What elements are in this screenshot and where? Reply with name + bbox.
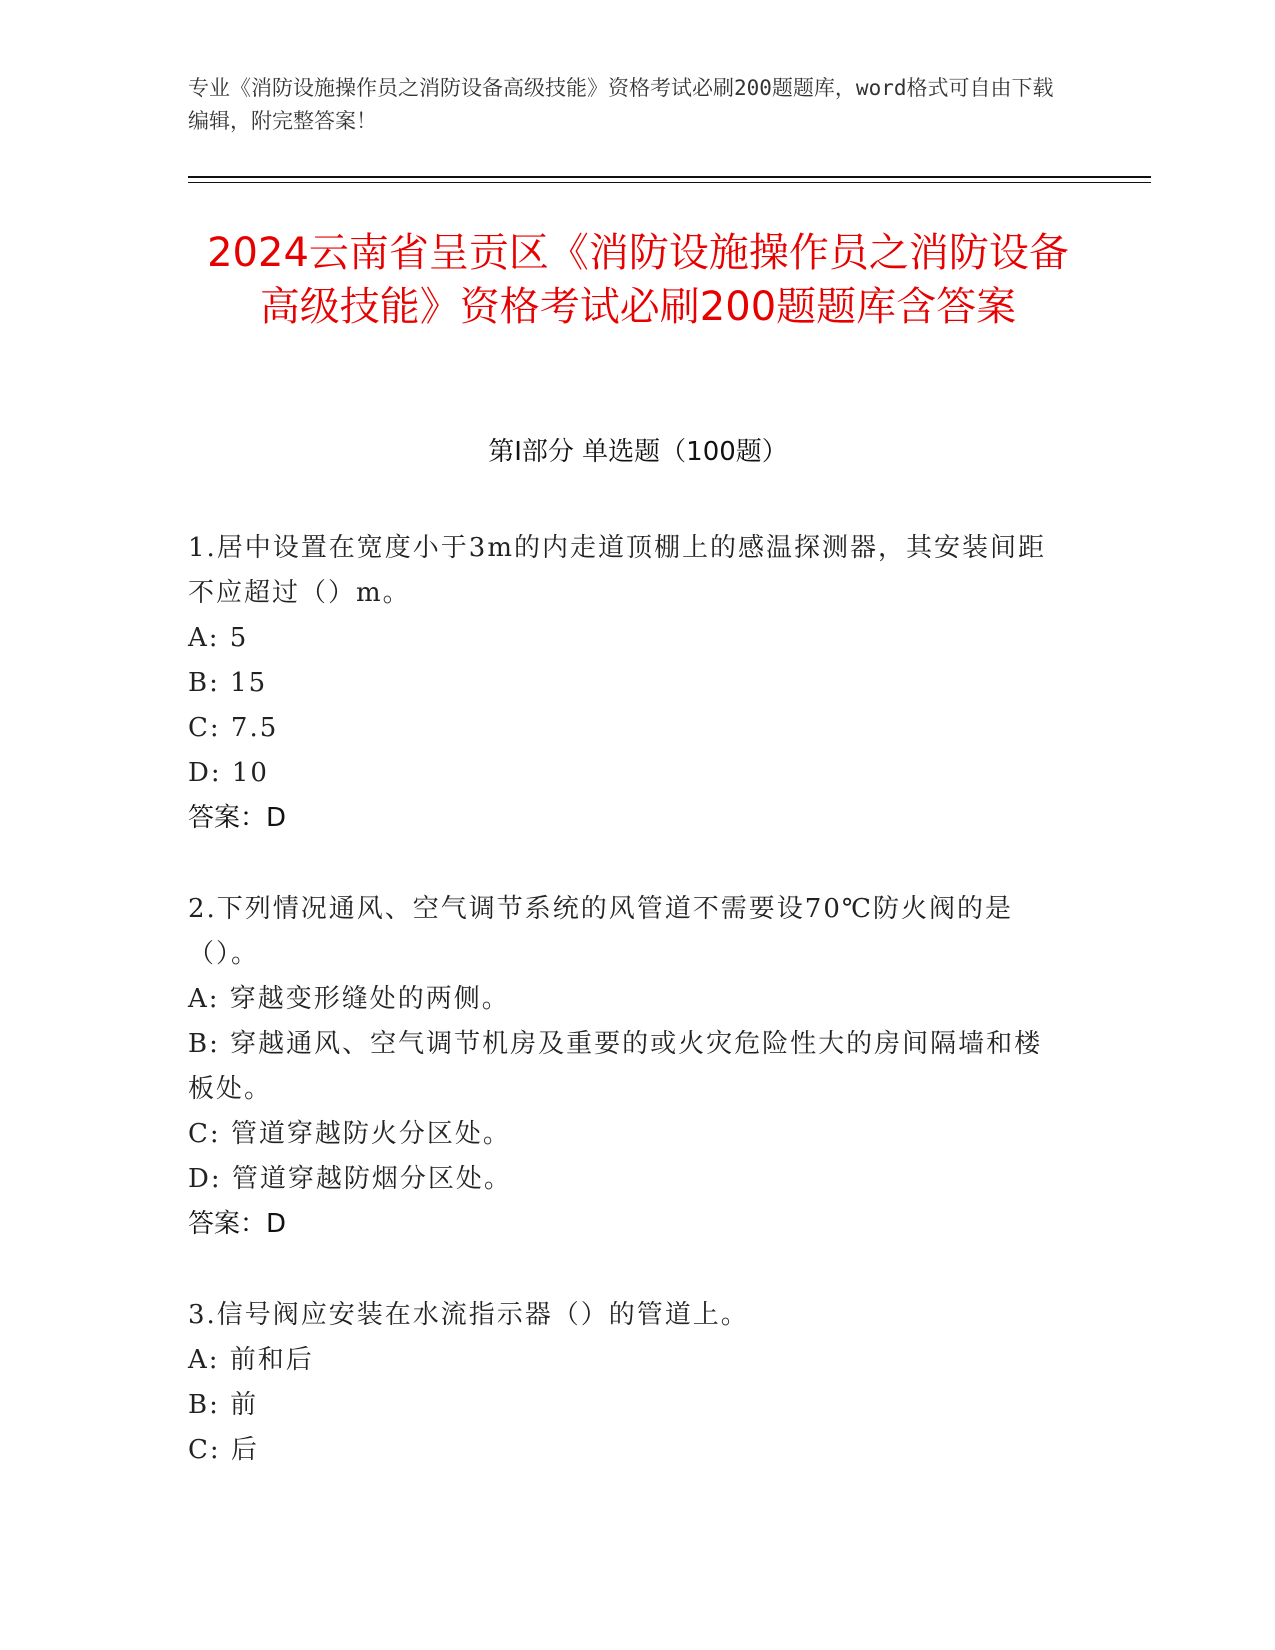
question-2	[188, 887, 1068, 1247]
question-list	[188, 526, 1068, 1519]
option-a: A: 穿越变形缝处的两侧。	[188, 984, 510, 1014]
question-text: 2.下列情况通风、空气调节系统的风管道不需要设70℃防火阀的是（）。	[188, 894, 1013, 969]
option-b: B: 前	[188, 1390, 259, 1420]
question-text: 3.信号阀应安装在水流指示器（）的管道上。	[188, 1300, 749, 1330]
question-1	[188, 526, 1068, 841]
option-d: D: 10	[188, 758, 269, 788]
option-c: C: 管道穿越防火分区处。	[188, 1119, 511, 1149]
section-title: 第I部分 单选题（100题）	[488, 437, 788, 467]
option-b: B: 穿越通风、空气调节机房及重要的或火灾危险性大的房间隔墙和楼板处。	[188, 1029, 1043, 1104]
question-3	[188, 1293, 1068, 1473]
header-note: 专业《消防设施操作员之消防设备高级技能》资格考试必刷200题题库，word格式可自由下载编辑，附完整答案！	[188, 76, 1054, 133]
question-text: 1.居中设置在宽度小于3m的内走道顶棚上的感温探测器，其安装间距不应超过（）m。	[188, 533, 1047, 608]
option-d: D: 管道穿越防烟分区处。	[188, 1164, 512, 1194]
header-divider-thick	[188, 176, 1151, 178]
option-a: A: 前和后	[188, 1345, 314, 1375]
answer-text: 答案：D	[188, 1209, 287, 1239]
option-a: A: 5	[188, 623, 249, 653]
header-divider-thin	[188, 182, 1151, 183]
option-b: B: 15	[188, 668, 268, 698]
document-title: 2024云南省呈贡区《消防设施操作员之消防设备高级技能》资格考试必刷200题题库含答案	[207, 230, 1069, 330]
option-c: C: 7.5	[188, 713, 279, 743]
option-c: C: 后	[188, 1435, 259, 1465]
answer-text: 答案：D	[188, 803, 287, 833]
